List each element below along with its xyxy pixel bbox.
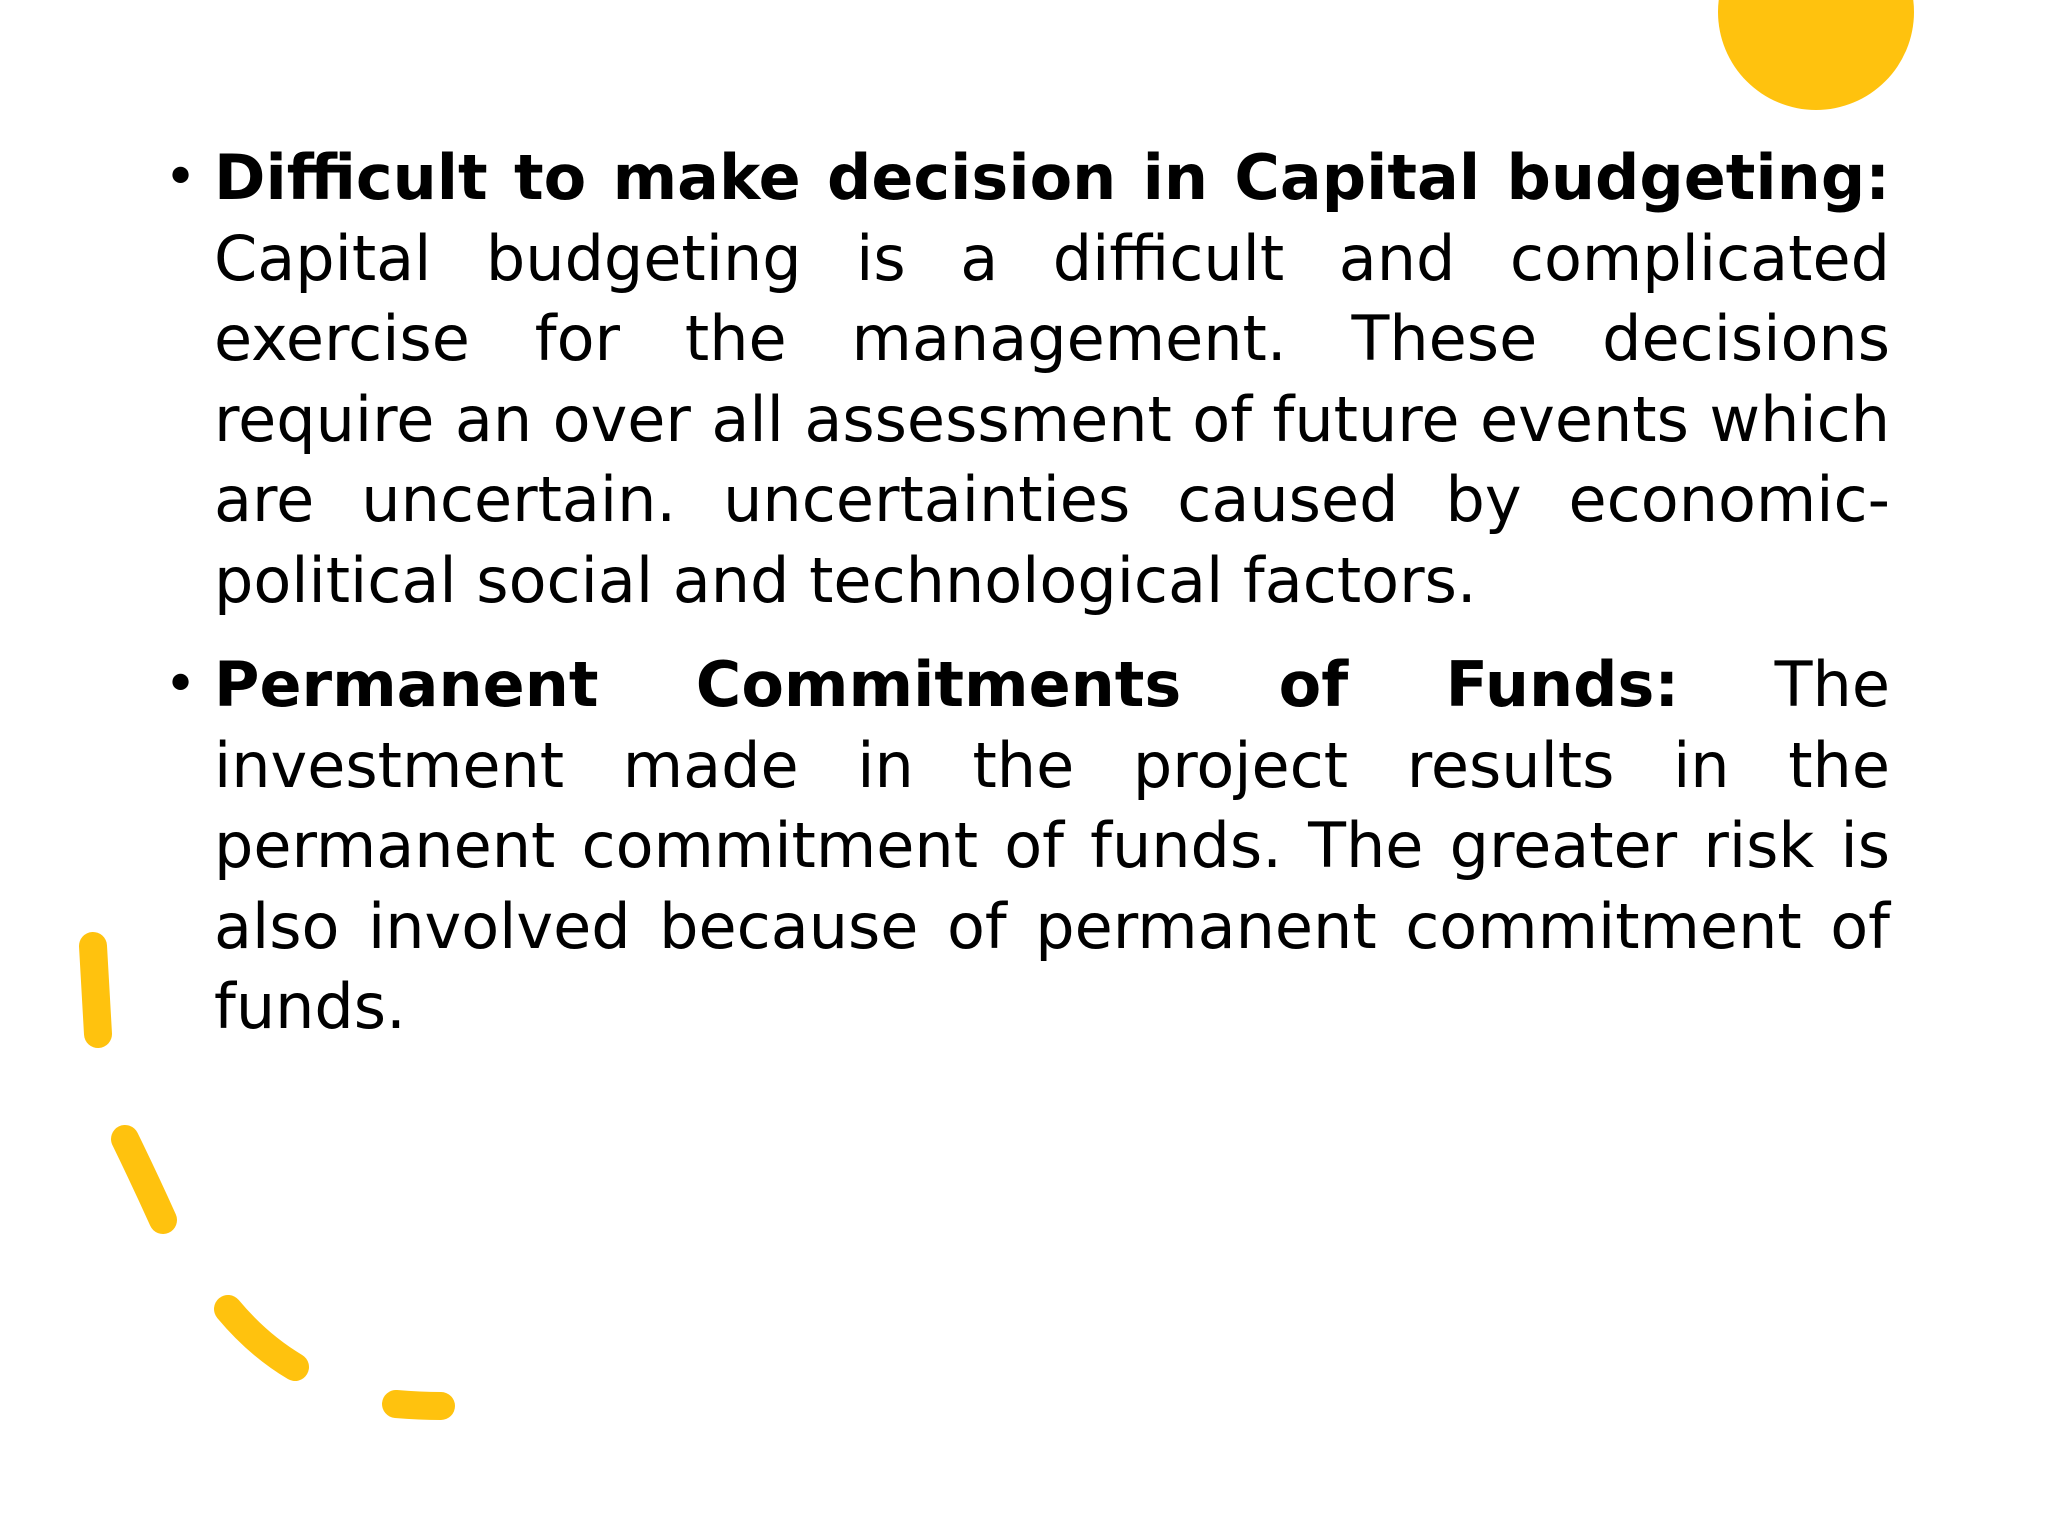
bullet-dot: • bbox=[164, 652, 198, 717]
dash-segment bbox=[125, 1139, 163, 1220]
dash-segment bbox=[93, 946, 98, 1034]
bullet-text: The investment made in the project results in the permanent commitment of funds. The greater risk is also involved because of permanent commitment of funds. bbox=[214, 648, 1890, 1043]
bullet-item bbox=[160, 645, 1890, 1048]
bullet-term: Permanent Commitments of Funds: bbox=[214, 648, 1680, 721]
bullet-list bbox=[160, 138, 1890, 1048]
bullet-dot: • bbox=[164, 145, 198, 210]
dash-segment bbox=[228, 1309, 295, 1367]
dash-segment bbox=[396, 1404, 441, 1406]
slide-content bbox=[160, 138, 1890, 1072]
bullet-item bbox=[160, 138, 1890, 621]
decorative-circle bbox=[1718, 0, 1914, 110]
bullet-term: Difficult to make decision in Capital budgeting: bbox=[214, 141, 1890, 214]
bullet-text: Capital budgeting is a difficult and complicated exercise for the management. These decisions require an over all assessment of future events which are uncertain. uncertainties caused by economic-political social and technological factors. bbox=[214, 221, 1890, 617]
